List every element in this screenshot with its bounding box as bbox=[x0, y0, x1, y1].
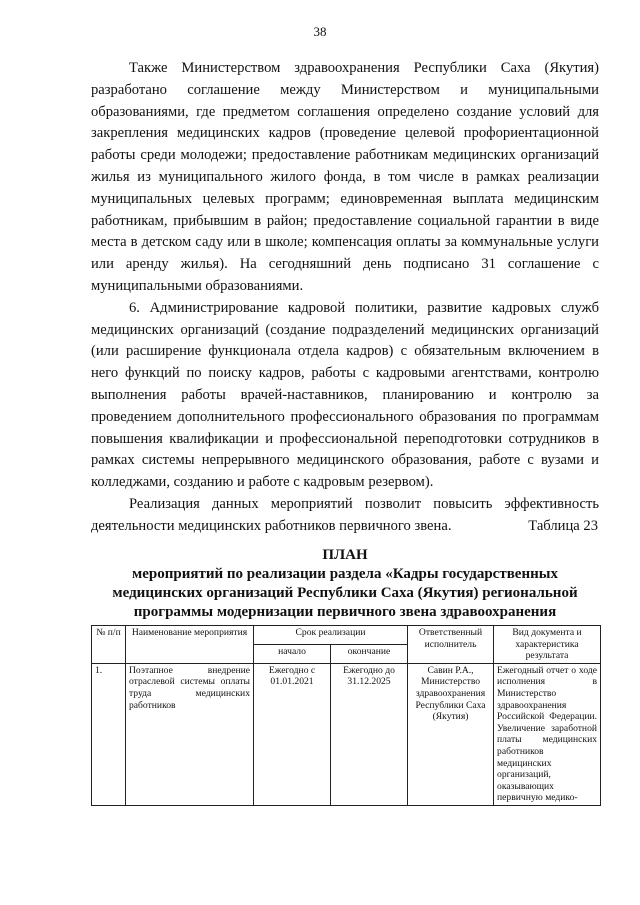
table-row bbox=[92, 663, 601, 805]
plan-title bbox=[91, 546, 599, 622]
plan-subtitle-line: программы модернизации первичного звена здравоохранения bbox=[133, 604, 557, 620]
paragraph-agreement: Также Министерством здравоохранения Республики Саха (Якутия) разработано соглашение между Министерством и муниципальными образованиями, где предметом соглашения определено создание условий для закрепления медицинских кадров (проведение целевой профориентационной работы среди молодежи; предоставление работникам медицинских организаций жилья из муниципального жилого фонда, в том числе в рамках реализации муниципальных целевых программ; единовременная выплата медицинским работникам, прибывшим в район; предоставление социальной гарантии в виде места в детском саду или в школе; компенсация оплаты за коммунальные услуги или аренду жилья). На сегодняшний день подписано 31 соглашение с муниципальными образованиями. bbox=[91, 60, 599, 294]
plan-heading: ПЛАН bbox=[322, 547, 368, 563]
plan-subtitle-line: медицинских организаций Республики Саха (Якутия) региональной bbox=[112, 585, 578, 601]
page-bottom-margin bbox=[0, 845, 640, 905]
cell-doc: Ежегодный отчет о ходе исполнения в Министерство здравоохранения Российской Федерации. Увеличение заработной платы медицинских работников медицинских организаций, оказывающих первичную медико- bbox=[494, 663, 601, 805]
header-term: Срок реализации bbox=[254, 626, 408, 645]
page-number: 38 bbox=[313, 24, 327, 39]
cell-responsible: Савин Р.А., Министерство здравоохранения Республики Саха (Якутия) bbox=[408, 663, 494, 805]
cell-start: Ежегодно с 01.01.2021 bbox=[254, 663, 331, 805]
header-responsible: Ответственный исполнитель bbox=[408, 626, 494, 664]
body-text bbox=[91, 58, 599, 538]
header-num: № п/п bbox=[92, 626, 126, 664]
cell-end: Ежегодно до 31.12.2025 bbox=[331, 663, 408, 805]
header-start: начало bbox=[254, 644, 331, 663]
plan-table bbox=[91, 625, 601, 806]
paragraph-hr-administration: 6. Администрирование кадровой политики, развитие кадровых служб медицинских организаций (создание подразделений медицинских организаций (или расширение функционала отдела кадров) с обязательным включением в него функций по поиску кадров, работы с кадровыми агентствами, контролю выполнения работы врачей-наставников, планированию и контролю за проведением дополнительного профессионального образования по программам повышения квалификации и профессиональной переподготовки сотрудников в рамках системы непрерывного медицинского образования, работе с вузами и колледжами, созданию и работе с кадровым резервом). bbox=[91, 299, 599, 491]
header-name: Наименование мероприятия bbox=[126, 626, 254, 664]
table-header-row bbox=[92, 626, 601, 645]
cell-name: Поэтапное внедрение отраслевой системы оплаты труда медицинских работников bbox=[126, 663, 254, 805]
paragraph-conclusion: Реализация данных мероприятий позволит повысить эффективность деятельности медицинских работников первичного звена. bbox=[91, 495, 599, 534]
plan-subtitle-line: мероприятий по реализации раздела «Кадры государственных bbox=[132, 566, 558, 582]
cell-num: 1. bbox=[92, 663, 126, 805]
header-doc: Вид документа и характеристика результата bbox=[494, 626, 601, 664]
header-end: окончание bbox=[331, 644, 408, 663]
table-label: Таблица 23 bbox=[528, 518, 598, 534]
